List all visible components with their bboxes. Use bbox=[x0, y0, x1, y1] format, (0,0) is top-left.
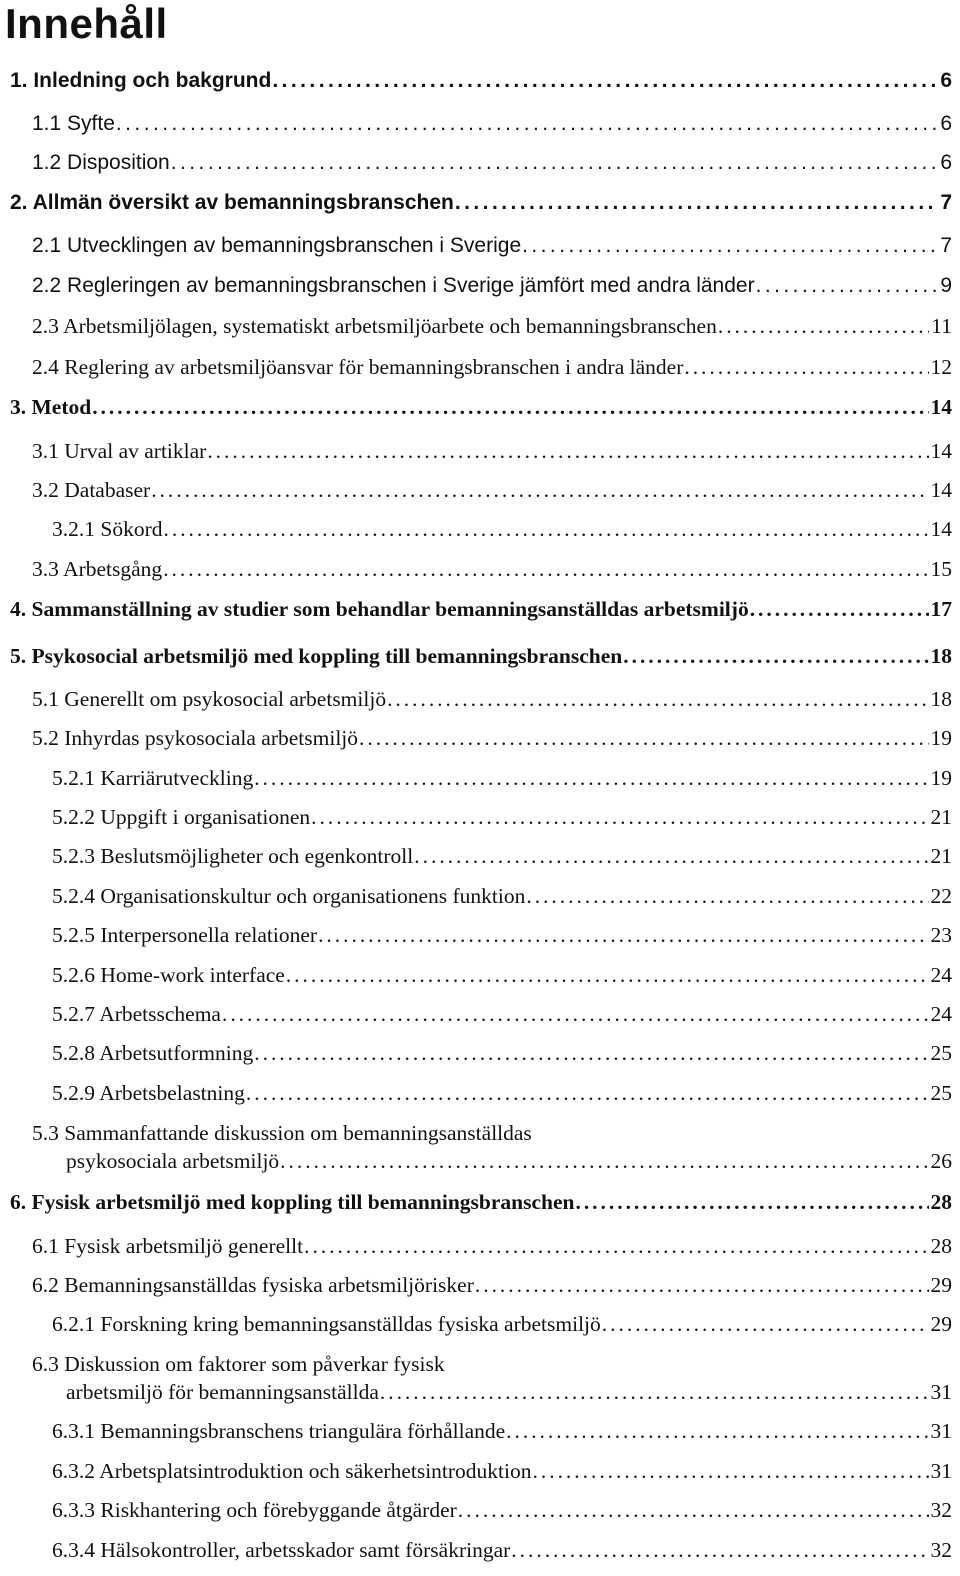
dot-leader bbox=[246, 1080, 929, 1106]
dot-leader bbox=[458, 1497, 929, 1523]
toc-entry-title: 3.3 Arbetsgång bbox=[32, 557, 163, 581]
toc-entry-title-line1: 5.3 Sammanfattande diskussion om bemanningsanställdas bbox=[32, 1121, 532, 1145]
toc-entry-title: 2.4 Reglering av arbetsmiljöansvar för bemanningsbranschen i andra länder bbox=[32, 355, 684, 379]
toc-entry[interactable] bbox=[52, 1418, 952, 1444]
toc-entry-title: 6.3.2 Arbetsplatsintroduktion och säkerhetsintroduktion bbox=[52, 1459, 532, 1483]
toc-entry-page: 32 bbox=[930, 1498, 952, 1522]
toc-entry[interactable] bbox=[52, 1311, 952, 1337]
toc-entry[interactable] bbox=[52, 516, 952, 542]
toc-entry-page: 24 bbox=[930, 1002, 952, 1026]
toc-entry-page: 17 bbox=[930, 597, 952, 621]
toc-entry[interactable] bbox=[10, 394, 952, 420]
toc-entry-page: 11 bbox=[931, 314, 952, 338]
toc-entry-page: 14 bbox=[930, 395, 952, 419]
toc-entry-page: 15 bbox=[930, 557, 952, 581]
toc-entry-title: 5.2.4 Organisationskultur och organisationens funktion bbox=[52, 884, 526, 908]
toc-entry-title: 1.2 Disposition bbox=[32, 151, 170, 174]
toc-entry[interactable] bbox=[52, 1080, 952, 1106]
toc-entry-page: 18 bbox=[930, 687, 952, 711]
toc-entry-title: 5.2.7 Arbetsschema bbox=[52, 1002, 221, 1026]
dot-leader bbox=[506, 1418, 928, 1444]
toc-entry-page: 6 bbox=[940, 151, 952, 174]
toc-entry-page: 6 bbox=[940, 112, 952, 135]
dot-leader bbox=[272, 68, 938, 94]
toc-entry-title-line1: 6.3 Diskussion om faktorer som påverkar fysisk bbox=[32, 1352, 445, 1376]
toc-entry-title: 5.2.5 Interpersonella relationer bbox=[52, 923, 318, 947]
toc-entry[interactable] bbox=[32, 1272, 952, 1298]
toc-entry[interactable] bbox=[66, 1148, 952, 1174]
dot-leader bbox=[414, 843, 928, 869]
toc-entry-title: 6.2.1 Forskning kring bemanningsanställdas fysiska arbetsmiljö bbox=[52, 1312, 601, 1336]
toc-entry-title: 2. Allmän översikt av bemanningsbranschen bbox=[10, 191, 454, 214]
toc-entry[interactable] bbox=[52, 765, 952, 791]
dot-leader bbox=[207, 438, 928, 464]
toc-entry[interactable] bbox=[32, 725, 952, 751]
toc-entry[interactable] bbox=[66, 1379, 952, 1405]
toc-entry-title: 6.3.3 Riskhantering och förebyggande åtgärder bbox=[52, 1498, 457, 1522]
toc-entry[interactable] bbox=[10, 596, 952, 622]
toc-entry[interactable] bbox=[10, 643, 952, 669]
toc-entry[interactable] bbox=[32, 111, 952, 137]
toc-entry-title: 5.1 Generellt om psykosocial arbetsmiljö bbox=[32, 687, 387, 711]
dot-leader bbox=[163, 556, 928, 582]
dot-leader bbox=[254, 1040, 928, 1066]
toc-entry-page: 12 bbox=[930, 355, 952, 379]
toc-entry-title: 5.2.6 Home-work interface bbox=[52, 963, 285, 987]
toc-entry-page: 21 bbox=[930, 805, 952, 829]
toc-entry-page: 14 bbox=[930, 517, 952, 541]
toc-entry-title: 2.1 Utvecklingen av bemanningsbranschen i Sverige bbox=[32, 234, 522, 257]
toc-entry[interactable] bbox=[32, 233, 952, 259]
dot-leader bbox=[380, 1379, 929, 1405]
toc-entry-page: 19 bbox=[930, 726, 952, 750]
toc-entry-page: 14 bbox=[930, 478, 952, 502]
dot-leader bbox=[718, 313, 929, 339]
toc-entry-page: 7 bbox=[940, 191, 952, 214]
dot-leader bbox=[602, 1311, 929, 1337]
toc-entry[interactable] bbox=[52, 962, 952, 988]
dot-leader bbox=[222, 1001, 929, 1027]
toc-entry[interactable] bbox=[32, 313, 952, 339]
dot-leader bbox=[387, 686, 928, 712]
toc-entry[interactable] bbox=[32, 438, 952, 464]
dot-leader bbox=[318, 922, 928, 948]
dot-leader bbox=[164, 516, 929, 542]
dot-leader bbox=[575, 1189, 928, 1215]
dot-leader bbox=[756, 273, 939, 299]
toc-entry-page: 21 bbox=[930, 844, 952, 868]
toc-entry-page: 29 bbox=[930, 1312, 952, 1336]
toc-entry-title: 5. Psykosocial arbetsmiljö med koppling till bemanningsbranschen bbox=[10, 644, 623, 668]
toc-entry-page: 23 bbox=[930, 923, 952, 947]
dot-leader bbox=[526, 883, 928, 909]
toc-entry-title: 5.2.1 Karriärutveckling bbox=[52, 766, 254, 790]
toc-entry-title: 3.2.1 Sökord bbox=[52, 517, 163, 541]
toc-entry-page: 28 bbox=[930, 1234, 952, 1258]
dot-leader bbox=[359, 725, 928, 751]
toc-entry-title: 3.2 Databaser bbox=[32, 478, 151, 502]
toc-entry[interactable] bbox=[52, 922, 952, 948]
toc-entry-page: 31 bbox=[930, 1380, 952, 1404]
toc-entry-title: 1.1 Syfte bbox=[32, 112, 115, 135]
toc-entry-page: 9 bbox=[940, 274, 952, 297]
dot-leader bbox=[522, 233, 938, 259]
dot-leader bbox=[475, 1272, 929, 1298]
toc-entry-title: 5.2.2 Uppgift i organisationen bbox=[52, 805, 311, 829]
toc-entry-title: 6.1 Fysisk arbetsmiljö generellt bbox=[32, 1234, 304, 1258]
toc-entry-title: 6.3.1 Bemanningsbranschens triangulära förhållande bbox=[52, 1419, 506, 1443]
toc-entry-title: 6.3.4 Hälsokontroller, arbetsskador samt försäkringar bbox=[52, 1538, 511, 1562]
toc-entry[interactable] bbox=[52, 1458, 952, 1484]
toc-entry-page: 24 bbox=[930, 963, 952, 987]
toc-entry[interactable] bbox=[32, 556, 952, 582]
toc-entry-page: 14 bbox=[930, 439, 952, 463]
toc-entry-page: 31 bbox=[930, 1459, 952, 1483]
toc-entry[interactable] bbox=[32, 1233, 952, 1259]
toc-entry[interactable] bbox=[52, 804, 952, 830]
toc-entry[interactable] bbox=[10, 68, 952, 94]
toc-entry-page: 6 bbox=[940, 69, 952, 92]
toc-entry-page: 29 bbox=[930, 1273, 952, 1297]
toc-entry-page: 25 bbox=[930, 1081, 952, 1105]
dot-leader bbox=[151, 477, 928, 503]
toc-entry-title: 6. Fysisk arbetsmiljö med koppling till bemanningsbranschen bbox=[10, 1190, 575, 1214]
toc-entry-page: 28 bbox=[930, 1190, 952, 1214]
dot-leader bbox=[511, 1537, 928, 1563]
toc-entry[interactable] bbox=[52, 1497, 952, 1523]
toc-entry-title: 5.2.3 Beslutsmöjligheter och egenkontroll bbox=[52, 844, 414, 868]
toc-entry[interactable] bbox=[32, 477, 952, 503]
toc-entry-title: 5.2 Inhyrdas psykosociala arbetsmiljö bbox=[32, 726, 359, 750]
toc-entry-page: 22 bbox=[930, 884, 952, 908]
toc-entry[interactable] bbox=[52, 1040, 952, 1066]
toc-entry-title: 5.2.8 Arbetsutformning bbox=[52, 1041, 254, 1065]
toc-entry-title: 4. Sammanställning av studier som behandlar bemanningsanställdas arbetsmiljö bbox=[10, 597, 749, 621]
toc-entry[interactable] bbox=[10, 190, 952, 216]
toc-entry[interactable] bbox=[32, 686, 952, 712]
toc-entry[interactable] bbox=[52, 1537, 952, 1563]
toc-entry-title: 3. Metod bbox=[10, 395, 92, 419]
dot-leader bbox=[533, 1458, 929, 1484]
toc-entry[interactable] bbox=[52, 1001, 952, 1027]
dot-leader bbox=[304, 1233, 928, 1259]
toc-entry-page: 32 bbox=[930, 1538, 952, 1562]
toc-entry-page: 31 bbox=[930, 1419, 952, 1443]
toc-entry[interactable] bbox=[10, 1189, 952, 1215]
dot-leader bbox=[455, 190, 938, 216]
toc-entry[interactable] bbox=[32, 150, 952, 176]
toc-entry[interactable] bbox=[32, 273, 952, 299]
dot-leader bbox=[280, 1148, 928, 1174]
toc-entry[interactable] bbox=[52, 883, 952, 909]
toc-entry-page: 26 bbox=[930, 1149, 952, 1173]
toc-entry[interactable] bbox=[52, 843, 952, 869]
toc-entry-title: 6.2 Bemanningsanställdas fysiska arbetsmiljörisker bbox=[32, 1273, 474, 1297]
page-title: Innehåll bbox=[5, 0, 168, 47]
toc-entry-page: 7 bbox=[940, 234, 952, 257]
toc-entry-title: 2.3 Arbetsmiljölagen, systematiskt arbetsmiljöarbete och bemanningsbranschen bbox=[32, 314, 717, 338]
toc-entry-page: 19 bbox=[930, 766, 952, 790]
toc-entry-title: 5.2.9 Arbetsbelastning bbox=[52, 1081, 245, 1105]
toc-entry-title: arbetsmiljö för bemanningsanställda bbox=[66, 1380, 379, 1404]
dot-leader bbox=[116, 111, 938, 137]
toc-entry-title: 2.2 Regleringen av bemanningsbranschen i Sverige jämfört med andra länder bbox=[32, 274, 755, 297]
toc-entry-title: psykosociala arbetsmiljö bbox=[66, 1149, 280, 1173]
dot-leader bbox=[311, 804, 928, 830]
dot-leader bbox=[92, 394, 928, 420]
dot-leader bbox=[684, 354, 928, 380]
toc-entry-title: 3.1 Urval av artiklar bbox=[32, 439, 207, 463]
toc-entry-title: 1. Inledning och bakgrund bbox=[10, 69, 272, 92]
dot-leader bbox=[171, 150, 939, 176]
dot-leader bbox=[623, 643, 928, 669]
dot-leader bbox=[750, 596, 929, 622]
toc-entry-page: 25 bbox=[930, 1041, 952, 1065]
dot-leader bbox=[254, 765, 928, 791]
toc-entry[interactable] bbox=[32, 354, 952, 380]
dot-leader bbox=[286, 962, 929, 988]
toc-entry-page: 18 bbox=[930, 644, 952, 668]
